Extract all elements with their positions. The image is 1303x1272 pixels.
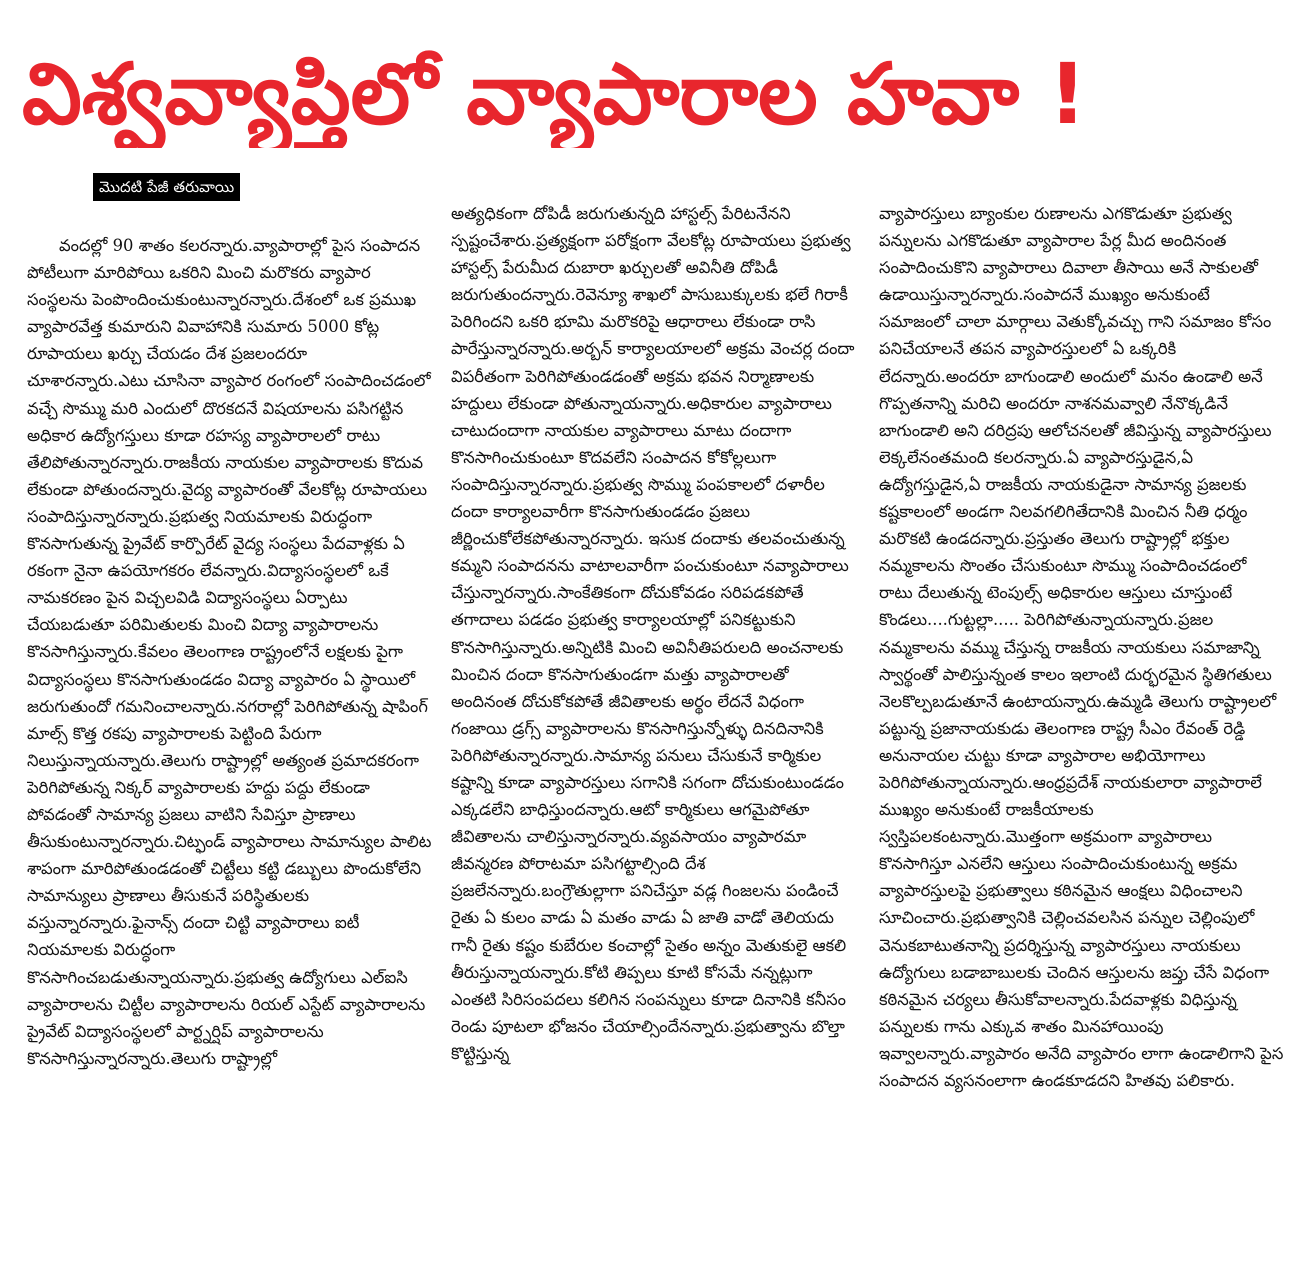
headline: విశ్వవ్యాప్తిలో వ్యాపారాల హవా ! (22, 45, 1087, 143)
article-column-1: వందల్లో 90 శాతం కలరన్నారు.వ్యాపారాల్లో పైస సంపాదన పోటీలుగా మారిపోయి ఒకరిని మించి మరొకరు వ్యాపార సంస్థలను పెంపొందించుకుంటున్నారన్నారు.దేశంలో ఒక ప్రముఖ వ్యాపారవేత్త కుమారుని వివాహానికి సుమారు 5000 కోట్ల రూపాయలు ఖర్చు చేయడం దేశ ప్రజలందరూ చూశారన్నారు.ఎటు చూసినా వ్యాపార రంగంలో సంపాదించడంలో వచ్చే సొమ్ము మరి ఎందులో దొరకదనే విషయాలను పసిగట్టిన అధికార ఉద్యోగస్తులు కూడా రహస్య వ్యాపారాలలో రాటు తేలిపోతున్నారన్నారు.రాజకీయ నాయకుల వ్యాపారాలకు కొదువ లేకుండా పోతుందన్నారు.వైద్య వ్యాపారంతో వేలకోట్ల రూపాయలు సంపాదిస్తున్నారన్నారు.ప్రభుత్వ నియమాలకు విరుద్ధంగా కొనసాగుతున్న ప్రైవేట్ కార్పొరేట్ వైద్య సంస్థలు పేదవాళ్లకు ఏ రకంగా నైనా ఉపయోగకరం లేవన్నారు.విద్యాసంస్థలలో ఒకే నామకరణం పైన విచ్చలవిడి విద్యాసంస్థలు ఏర్పాటు చేయబడుతూ పరిమితులకు మించి విద్యా వ్యాపారాలను కొనసాగిస్తున్నారు.కేవలం తెలంగాణ రాష్ట్రంలోనే లక్షలకు పైగా విద్యాసంస్థలు కొనసాగుతుండడం విద్యా వ్యాపారం ఏ స్థాయిలో జరుగుతుందో గమనించాలన్నారు.నగరాల్లో పెరిగిపోతున్న షాపింగ్ మాల్స్ కొత్త రకపు వ్యాపారాలకు పెట్టింది పేరుగా నిలుస్తున్నాయన్నారు.తెలుగు రాష్ట్రాల్లో అత్యంత ప్రమాదకరంగా పెరిగిపోతున్న నిక్కర్ వ్యాపారాలకు హద్దు పద్దు లేకుండా పోవడంతో సామాన్య ప్రజలు వాటిని సేవిస్తూ ప్రాణాలు తీసుకుంటున్నారన్నారు.చిట్ఫండ్ వ్యాపారాలు సామాన్యుల పాలిట శాపంగా మారిపోతుండడంతో చిట్టీలు కట్టి డబ్బులు పొందుకోలేని సామాన్యులు ప్రాణాలు తీసుకునే పరిస్థితులకు వస్తున్నారన్నారు.ఫైనాన్స్ దందా చిట్టి వ్యాపారాలు ఐటీ నియమాలకు విరుద్ధంగా కొనసాగించబడుతున్నాయన్నారు.ప్రభుత్వ ఉద్యోగులు ఎల్ఐసి వ్యాపారాలను చిట్టీల వ్యాపారాలను రియల్ ఎస్టేట్ వ్యాపారాలను ప్రైవేట్ విద్యాసంస్థలలో పార్ట్నర్షిప్ వ్యాపారాలను కొనసాగిస్తున్నారన్నారు.తెలుగు రాష్ట్రాల్లో (27, 236, 432, 1068)
article-column-3: వ్యాపారస్తులు బ్యాంకుల రుణాలను ఎగకొడుతూ ప్రభుత్వ పన్నులను ఎగకొడుతూ వ్యాపారాల పేర్ల మీద అందినంత సంపాదించుకొని వ్యాపారాలు దివాలా తీసాయి అనే సాకులతో ఉడాయిస్తున్నారన్నారు.సంపాదనే ముఖ్యం అనుకుంటే సమాజంలో చాలా మార్గాలు వెతుక్కోవచ్చు గాని సమాజం కోసం పనిచేయాలనే తపన వ్యాపారస్తులలో ఏ ఒక్కరికి లేదన్నారు.అందరూ బాగుండాలి అందులో మనం ఉండాలి అనే గొప్పతనాన్ని మరిచి అందరూ నాశనమవ్వాలి నేనొక్కడినే బాగుండాలి అని దరిద్రపు ఆలోచనలతో జీవిస్తున్న వ్యాపారస్తులు లెక్కలేనంతమంది కలరన్నారు.ఏ వ్యాపారస్తుడైన,ఏ ఉద్యోగస్తుడైన,ఏ రాజకీయ నాయకుడైనా సామాన్య ప్రజలకు కష్టకాలంలో అండగా నిలవగలిగితేదానికి మించిన నీతి ధర్మం మరొకటి ఉండదన్నారు.ప్రస్తుతం తెలుగు రాష్ట్రాల్లో భక్తుల నమ్మకాలను సొంతం చేసుకుంటూ సొమ్ము సంపాదించడంలో రాటు దేలుతున్న టెంపుల్స్ అధికారుల ఆస్తులు చూస్తుంటే కొండలు....గుట్టల్లా..... పెరిగిపోతున్నాయన్నారు.ప్రజల నమ్మకాలను వమ్ము చేస్తున్న రాజకీయ నాయకులు సమాజాన్ని స్వార్థంతో పాలిస్తున్నంత కాలం ఇలాంటి దుర్భరమైన స్థితిగతులు నెలకొల్పబడుతూనే ఉంటాయన్నారు.ఉమ్మడి తెలుగు రాష్ట్రాలలో పట్టున్న ప్రజానాయకుడు తెలంగాణ రాష్ట్ర సీఎం రేవంత్ రెడ్డి అనునాయల చుట్టు కూడా వ్యాపారాల అభియోగాలు పెరిగిపోతున్నాయన్నారు.ఆంధ్రప్రదేశ్ నాయకులారా వ్యాపారాలే ముఖ్యం అనుకుంటే రాజకీయాలకు స్వస్తిపలకంటన్నారు.మొత్తంగా అక్రమంగా వ్యాపారాలు కొనసాగిస్తూ ఎనలేని ఆస్తులు సంపాదించుకుంటున్న అక్రమ వ్యాపారస్తులపై ప్రభుత్వాలు కఠినమైన ఆంక్షలు విధించాలని సూచించారు.ప్రభుత్వానికి చెల్లించవలసిన పన్నుల చెల్లింపులో వెనుకబాటుతనాన్ని ప్రదర్శిస్తున్న వ్యాపారస్తులు నాయకులు ఉద్యోగులు బడాబాబులకు చెందిన ఆస్తులను జప్తు చేసే విధంగా కఠినమైన చర్యలు తీసుకోవాలన్నారు.పేదవాళ్లకు విధిస్తున్న పన్నులకు గాను ఎక్కువ శాతం మినహాయింపు ఇవ్వాలన్నారు.వ్యాపారం అనేది వ్యాపారం లాగా ఉండాలిగాని పైస సంపాదన వ్యసనంలాగా ఉండకూడదని హితవు పలికారు. (879, 204, 1284, 1090)
article-column-2: అత్యధికంగా దోపిడీ జరుగుతున్నది హాస్టల్స్ పేరిటనేనని స్పష్టంచేశారు.ప్రత్యక్షంగా పరోక్షంగా వేలకోట్ల రూపాయలు ప్రభుత్వ హాస్టల్స్ పేరుమీద దుబారా ఖర్చులతో అవినీతి దోపిడీ జరుగుతుందన్నారు.రెవెన్యూ శాఖలో పాసుబుక్కులకు భలే గిరాకీ పెరిగిందని ఒకరి భూమి మరొకరిపై ఆధారాలు లేకుండా రాసి పారేస్తున్నారన్నారు.అర్బన్ కార్యాలయాలలో అక్రమ వెంచర్ల దందా విపరీతంగా పెరిగిపోతుండడంతో అక్రమ భవన నిర్మాణాలకు హద్దులు లేకుండా పోతున్నాయన్నారు.అధికారుల వ్యాపారాలు చాటుదందాగా నాయకుల వ్యాపారాలు మాటు దందాగా కొనసాగించుకుంటూ కొదవలేని సంపాదన కోకోల్లలుగా సంపాదిస్తున్నారన్నారు.ప్రభుత్వ సొమ్ము పంపకాలలో దళారీల దందా కార్యాలవారీగా కొనసాగుతుండడం ప్రజలు జీర్ణించుకోలేకపోతున్నారన్నారు. ఇసుక దందాకు తలవంచుతున్న కమ్మని సంపాదనను వాటాలవారీగా పంచుకుంటూ నవ్యాపారాలు చేస్తున్నారన్నారు.సాంకేతికంగా దోచుకోవడం సరిపడకపోతే తగాదాలు పడడం ప్రభుత్వ కార్యాలయాల్లో పనికట్టుకుని కొనసాగిస్తున్నారు.అన్నిటికి మించి అవినీతిపరులది అంచనాలకు మించిన దందా కొనసాగుతుండగా మత్తు వ్యాపారాలతో అందినంత దోచుకోకపోతే జీవితాలకు అర్థం లేదనే విధంగా గంజాయి డ్రగ్స్ వ్యాపారాలను కొనసాగిస్తున్నోళ్ళు దినదినానికి పెరిగిపోతున్నారన్నారు.సామాన్య పనులు చేసుకునే కార్మికుల కష్టాన్ని కూడా వ్యాపారస్తులు సగానికి సగంగా దోచుకుంటుండడం ఎక్కడలేని బాధిస్తుందన్నారు.ఆటో కార్మికులు ఆగమైపోతూ జీవితాలను చాలిస్తున్నారన్నారు.వ్యవసాయం వ్యాపారమా జీవన్మరణ పోరాటమా పసిగట్టాల్సింది దేశ ప్రజలేనన్నారు.బంగ్రౌతుల్లాగా పనిచేస్తూ వడ్ల గింజలను పండించే రైతు ఏ కులం వాడు ఏ మతం వాడు ఏ జాతి వాడో తెలియదు గానీ రైతు కష్టం కుబేరుల కంచాల్లో సైతం అన్నం మెతుకులై ఆకలి తీరుస్తున్నాయన్నారు.కోటి తిప్పలు కూటి కోసమే నన్నట్లుగా ఎంతటి సిరిసంపదలు కలిగిన సంపన్నులు కూడా దినానికి కనీసం రెండు పూటలా భోజనం చేయాల్సిందేనన్నారు.ప్రభుత్వాను బొల్తా కొట్టిస్తున్న (451, 204, 855, 1063)
continuation-tag: మొదటి పేజీ తరువాయి (93, 173, 240, 201)
